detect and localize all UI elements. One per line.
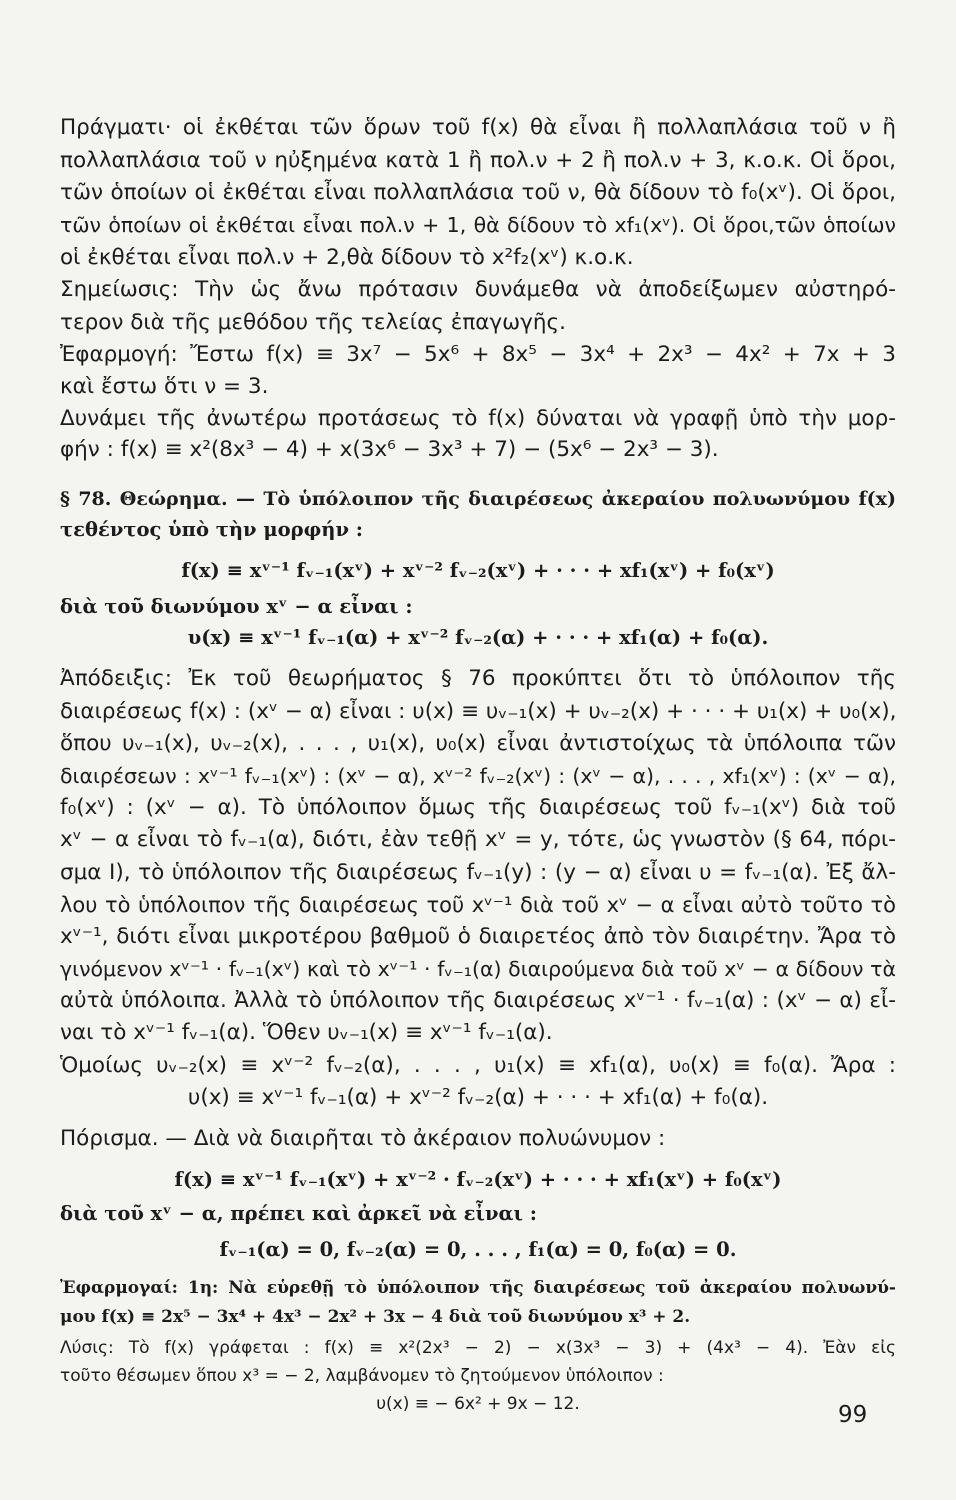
text-line: Πράγματι· οἱ ἐκθέται τῶν ὅρων τοῦ f(x) θὰ εἶναι ἢ πολλαπλάσια τοῦ ν ἢ xyxy=(60,115,896,140)
text-line: μου f(x) ≡ 2x⁵ − 3x⁴ + 4x³ − 2x² + 3x − 4 διὰ τοῦ διωνύμου x³ + 2. xyxy=(60,1307,691,1327)
formula-line: φήν : f(x) ≡ x²(8x³ − 4) + x(3x⁶ − 3x³ + 7) − (5x⁶ − 2x³ − 3). xyxy=(60,437,719,462)
text-line: τῶν ὁποίων οἱ ἐκθέται εἶναι πολ.ν + 1, θὰ δίδουν τὸ xf₁(xᵛ). Οἱ ὅροι,τῶν ὁποίων xyxy=(60,213,896,237)
text-line: λου τὸ ὑπόλοιπον τῆς διαιρέσεως τοῦ xᵛ⁻¹ διὰ τοῦ xᵛ − α εἶναι αὐτὸ τοῦτο τὸ xyxy=(60,893,896,917)
text-line: καὶ ἔστω ὅτι ν = 3. xyxy=(60,374,269,399)
text-line: διὰ τοῦ διωνύμου xᵛ − α εἶναι : xyxy=(60,595,413,618)
text-line: πολλαπλάσια τοῦ ν ηὐξημένα κατὰ 1 ἢ πολ.ν + 2 ἢ πολ.ν + 3, κ.ο.κ. Οἱ ὅροι, xyxy=(60,148,896,173)
proof-heading-line: Ἀπόδειξις: Ἐκ τοῦ θεωρήματος § 76 προκύπτει ὅτι τὸ ὑπόλοιπον τῆς xyxy=(60,666,896,691)
text-line: διὰ τοῦ xᵛ − α, πρέπει καὶ ἀρκεῖ νὰ εἶναι : xyxy=(60,1202,537,1225)
text-line: τῶν ὁποίων οἱ ἐκθέται εἶναι πολλαπλάσια τοῦ ν, θὰ δίδουν τὸ f₀(xᵛ). Οἱ ὅροι, xyxy=(60,180,896,205)
solution-line: Λύσις: Τὸ f(x) γράφεται : f(x) ≡ x²(2x³ − 2) − x(3x³ − 3) + (4x³ − 4). Ἐὰν εἰς xyxy=(60,1338,896,1358)
text-line: τεθέντος ὑπὸ τὴν μορφήν : xyxy=(60,518,363,541)
corollary-heading: Πόρισμα. — Διὰ νὰ διαιρῆται τὸ ἀκέραιον πολυώνυμον : xyxy=(60,1126,666,1151)
text-line: xᵛ⁻¹, διότι εἶναι μικροτέρου βαθμοῦ ὁ διαιρετέος ἀπὸ τὸν διαιρέτην. Ἄρα τὸ xyxy=(60,924,896,949)
text-line: τοῦτο θέσωμεν ὅπου x³ = − 2, λαμβάνομεν τὸ ζητούμενον ὑπόλοιπον : xyxy=(60,1366,664,1386)
theorem-formula: υ(x) ≡ xᵛ⁻¹ fᵥ₋₁(α) + xᵛ⁻² fᵥ₋₂(α) + · · · + xf₁(α) + f₀(α). xyxy=(187,626,769,649)
applications-heading: Ἐφαρμογαί: 1η: Νὰ εὑρεθῇ τὸ ὑπόλοιπον τῆς διαιρέσεως τοῦ ἀκεραίου πολυωνύ- xyxy=(60,1278,896,1298)
text-line: ναι τὸ xᵛ⁻¹ fᵥ₋₁(α). Ὅθεν υᵥ₋₁(x) ≡ xᵛ⁻¹ fᵥ₋₁(α). xyxy=(60,1020,553,1045)
note-heading-line: Σημείωσις: Τὴν ὡς ἄνω πρότασιν δυνάμεθα νὰ ἀποδείξωμεν αὐστηρό- xyxy=(60,277,896,302)
text-line: f₀(xᵛ) : (xᵛ − α). Τὸ ὑπόλοιπον ὅμως τῆς διαιρέσεως τοῦ fᵥ₋₁(xᵛ) διὰ τοῦ xyxy=(60,795,896,820)
text-line: διαιρέσεως f(x) : (xᵛ − α) εἶναι : υ(x) ≡ υᵥ₋₁(x) + υᵥ₋₂(x) + · · · + υ₁(x) + υ₀(x), xyxy=(60,699,897,724)
text-line: Ὁμοίως υᵥ₋₂(x) ≡ xᵛ⁻² fᵥ₋₂(α), . . . , υ₁(x) ≡ xf₁(α), υ₀(x) ≡ f₀(α). Ἄρα : xyxy=(60,1053,896,1078)
text-line: σμα I), τὸ ὑπόλοιπον τῆς διαιρέσεως fᵥ₋₁(y) : (y − α) εἶναι υ = fᵥ₋₁(α). Ἐξ ἄλ- xyxy=(60,860,896,885)
formula-line: υ(x) ≡ xᵛ⁻¹ fᵥ₋₁(α) + xᵛ⁻² fᵥ₋₂(α) + · · · + xf₁(α) + f₀(α). xyxy=(187,1085,769,1110)
text-line: αὐτὰ ὑπόλοιπα. Ἀλλὰ τὸ ὑπόλοιπον τῆς διαιρέσεως xᵛ⁻¹ · fᵥ₋₁(α) : (xᵛ − α) εἶ- xyxy=(60,988,896,1013)
theorem-formula: f(x) ≡ xᵛ⁻¹ fᵥ₋₁(xᵛ) + xᵛ⁻² fᵥ₋₂(xᵛ) + · · · + xf₁(xᵛ) + f₀(xᵛ) xyxy=(181,559,775,582)
solution-result: υ(x) ≡ − 6x² + 9x − 12. xyxy=(376,1394,580,1414)
text-line: διαιρέσεων : xᵛ⁻¹ fᵥ₋₁(xᵛ) : (xᵛ − α), xᵛ⁻² fᵥ₋₂(xᵛ) : (xᵛ − α), . . . , xf₁(xᵛ) : (xᵛ − α), xyxy=(60,764,896,788)
text-line: ὅπου υᵥ₋₁(x), υᵥ₋₂(x), . . . , υ₁(x), υ₀(x) εἶναι ἀντιστοίχως τὰ ὑπόλοιπα τῶν xyxy=(60,731,896,756)
text-line: Δυνάμει τῆς ἀνωτέρω προτάσεως τὸ f(x) δύναται νὰ γραφῇ ὑπὸ τὴν μορ- xyxy=(60,406,896,431)
text-line: γινόμενον xᵛ⁻¹ · fᵥ₋₁(xᵛ) καὶ τὸ xᵛ⁻¹ · fᵥ₋₁(α) διαιρούμενα διὰ τοῦ xᵛ − α δίδουν τὰ xyxy=(60,957,896,981)
page-number: 99 xyxy=(838,1402,868,1428)
theorem-heading: § 78. Θεώρημα. — Τὸ ὑπόλοιπον τῆς διαιρέσεως ἀκεραίου πολυωνύμου f(x) xyxy=(60,488,896,510)
text-line: xᵛ − α εἶναι τὸ fᵥ₋₁(α), διότι, ἐὰν τεθῇ xᵛ = y, τότε, ὡς γνωστὸν (§ 64, πόρι- xyxy=(60,827,896,852)
corollary-formula: f(x) ≡ xᵛ⁻¹ fᵥ₋₁(xᵛ) + xᵛ⁻² · fᵥ₋₂(xᵛ) + · · · + xf₁(xᵛ) + f₀(xᵛ) xyxy=(174,1168,782,1191)
text-line: τερον διὰ τῆς μεθόδου τῆς τελείας ἐπαγωγῆς. xyxy=(60,310,566,335)
text-line: οἱ ἐκθέται εἶναι πολ.ν + 2,θὰ δίδουν τὸ x²f₂(xᵛ) κ.ο.κ. xyxy=(60,245,634,270)
application-line: Ἐφαρμογή: Ἔστω f(x) ≡ 3x⁷ − 5x⁶ + 8x⁵ − 3x⁴ + 2x³ − 4x² + 7x + 3 xyxy=(60,342,896,367)
corollary-condition: fᵥ₋₁(α) = 0, fᵥ₋₂(α) = 0, . . . , f₁(α) = 0, f₀(α) = 0. xyxy=(219,1238,737,1261)
